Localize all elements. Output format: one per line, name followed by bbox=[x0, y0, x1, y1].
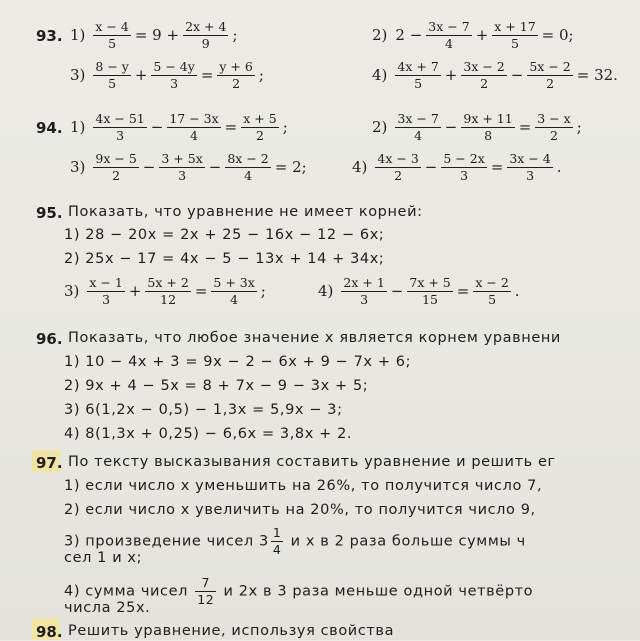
problem-96-4: 4) 8(1,3x + 0,25) − 6,6x = 3,8x + 2. bbox=[64, 426, 353, 442]
problem-95-2: 2) 25x − 17 = 4x − 5 − 13x + 14 + 34x; bbox=[64, 251, 385, 267]
problem-96-number: 96. bbox=[36, 330, 63, 348]
problem-97-1: 1) если число x уменьшить на 26%, то получится число 7, bbox=[64, 478, 543, 494]
problem-98-number: 98. bbox=[36, 623, 63, 641]
problem-95-4: 4) $\frac{2x + 1}{3}$ − $\frac{7x + 5}{15}$ = $\frac{x - 2}{5}$ . bbox=[318, 275, 520, 307]
problem-97-4: 4) сумма чисел $\frac{7}{12}$ и 2x в 3 раза меньше одной четвёрто bbox=[64, 575, 534, 607]
fraction: $\frac{8x - 2}{4}$ bbox=[227, 151, 269, 183]
problem-96-2: 2) 9x + 4 − 5x = 8 + 7x − 9 − 3x + 5; bbox=[64, 378, 369, 394]
problem-93-number: 93. bbox=[36, 27, 63, 45]
fraction: $\frac{x - 2}{5}$ bbox=[475, 275, 509, 307]
fraction: $\frac{y + 6}{2}$ bbox=[219, 59, 253, 91]
fraction: $\frac{3x - 4}{3}$ bbox=[509, 151, 551, 183]
fraction: $\frac{3x - 7}{4}$ bbox=[428, 19, 470, 51]
problem-93-4: 4) $\frac{4x + 7}{5}$ + $\frac{3x - 2}{2}$ − $\frac{5x - 2}{2}$ = 32. bbox=[372, 59, 618, 91]
fraction: $\frac{5x - 2}{2}$ bbox=[529, 59, 571, 91]
fraction: $\frac{8 - y}{5}$ bbox=[95, 59, 129, 91]
problem-94-3: 3) $\frac{9x - 5}{2}$ − $\frac{3 + 5x}{3}$ − $\frac{8x - 2}{4}$ = 2; bbox=[70, 151, 307, 183]
problem-94-2: 2) $\frac{3x - 7}{4}$ − $\frac{9x + 11}{8}$ = $\frac{3 - x}{2}$ ; bbox=[372, 111, 582, 143]
problem-93-2: 2) 2 − $\frac{3x - 7}{4}$ + $\frac{x + 17}{5}$ = 0; bbox=[372, 19, 574, 51]
problem-97-3: 3) произведение чисел 3 $\frac{1}{4}$ и x в 2 раза больше суммы ч bbox=[64, 525, 526, 557]
fraction: $\frac{x - 1}{3}$ bbox=[89, 275, 123, 307]
fraction: $\frac{9x - 5}{2}$ bbox=[95, 151, 137, 183]
problem-95-number: 95. bbox=[36, 204, 63, 222]
fraction: $\frac{7}{12}$ bbox=[197, 575, 215, 607]
problem-95-title: Показать, что уравнение не имеет корней: bbox=[68, 204, 423, 220]
problem-97-title: По тексту высказывания составить уравнение и решить ег bbox=[68, 454, 556, 470]
problem-97-4-cont: числа 25x. bbox=[64, 600, 151, 616]
problem-95-3: 3) $\frac{x - 1}{3}$ + $\frac{5x + 2}{12}$ = $\frac{5 + 3x}{4}$ ; bbox=[64, 275, 266, 307]
problem-94-1: 1) $\frac{4x - 51}{3}$ − $\frac{17 - 3x}{4}$ = $\frac{x + 5}{2}$ ; bbox=[70, 111, 288, 143]
fraction: $\frac{9x + 11}{8}$ bbox=[463, 111, 513, 143]
fraction: $\frac{x - 4}{5}$ bbox=[95, 19, 129, 51]
problem-94-4: 4) $\frac{4x - 3}{2}$ − $\frac{5 - 2x}{3}$ = $\frac{3x - 4}{3}$ . bbox=[352, 151, 562, 183]
fraction: $\frac{17 - 3x}{4}$ bbox=[169, 111, 219, 143]
fraction: $\frac{3 + 5x}{3}$ bbox=[161, 151, 203, 183]
fraction: $\frac{3x - 7}{4}$ bbox=[397, 111, 439, 143]
fraction: $\frac{2x + 1}{3}$ bbox=[343, 275, 385, 307]
problem-97-2: 2) если число x увеличить на 20%, то получится число 9, bbox=[64, 502, 536, 518]
fraction: $\frac{5x + 2}{12}$ bbox=[147, 275, 189, 307]
problem-96-3: 3) 6(1,2x − 0,5) − 1,3x = 5,9x − 3; bbox=[64, 402, 343, 418]
fraction: $\frac{4x - 3}{2}$ bbox=[377, 151, 419, 183]
problem-98-title: Решить уравнение, используя свойства bbox=[68, 623, 395, 639]
fraction: $\frac{1}{4}$ bbox=[272, 525, 282, 557]
fraction: $\frac{5 - 4y}{3}$ bbox=[153, 59, 195, 91]
fraction: $\frac{5 - 2x}{3}$ bbox=[443, 151, 485, 183]
problem-95-1: 1) 28 − 20x = 2x + 25 − 16x − 12 − 6x; bbox=[64, 227, 385, 243]
fraction: $\frac{x + 5}{2}$ bbox=[243, 111, 277, 143]
fraction: $\frac{5 + 3x}{4}$ bbox=[213, 275, 255, 307]
fraction: $\frac{3 - x}{2}$ bbox=[537, 111, 571, 143]
fraction: $\frac{7x + 5}{15}$ bbox=[409, 275, 451, 307]
problem-96-1: 1) 10 − 4x + 3 = 9x − 2 − 6x + 9 − 7x + 6; bbox=[64, 354, 412, 370]
fraction: $\frac{3x - 2}{2}$ bbox=[463, 59, 505, 91]
problem-94-number: 94. bbox=[36, 119, 63, 137]
problem-93-3: 3) $\frac{8 - y}{5}$ + $\frac{5 - 4y}{3}$ = $\frac{y + 6}{2}$ ; bbox=[70, 59, 264, 91]
problem-93-1: 1) $\frac{x - 4}{5}$ = 9 + $\frac{2x + 4}{9}$ ; bbox=[70, 19, 238, 51]
problem-97-3-cont: сел 1 и x; bbox=[64, 550, 143, 566]
fraction: $\frac{4x + 7}{5}$ bbox=[397, 59, 439, 91]
fraction: $\frac{2x + 4}{9}$ bbox=[185, 19, 227, 51]
problem-97-number: 97. bbox=[36, 454, 63, 472]
fraction: $\frac{x + 17}{5}$ bbox=[494, 19, 536, 51]
fraction: $\frac{4x - 51}{3}$ bbox=[95, 111, 145, 143]
problem-96-title: Показать, что любое значение x является корнем уравнени bbox=[68, 330, 561, 346]
